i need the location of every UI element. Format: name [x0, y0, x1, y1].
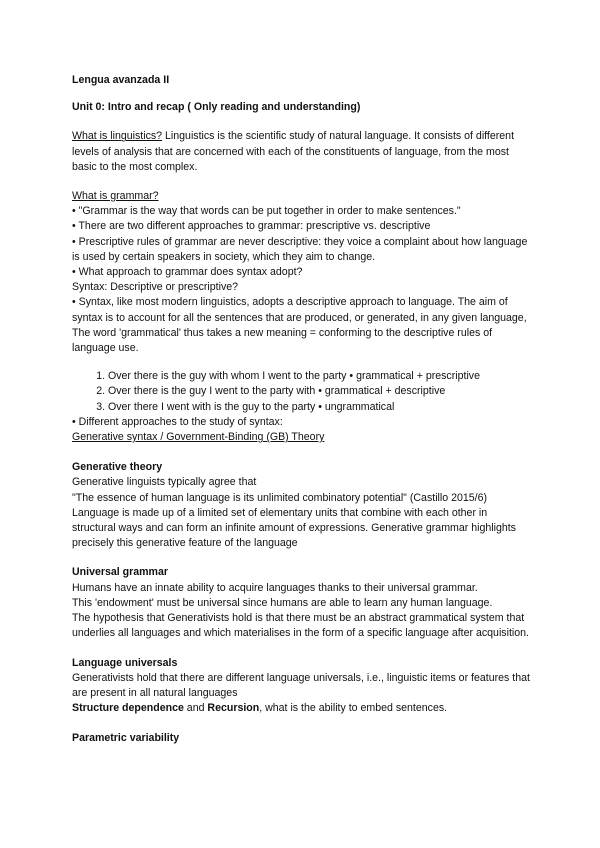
universal-grammar-line: The hypothesis that Generativists hold is that there must be an abstract grammatical system that underlies all languages and which materialises in the form of a specific language after acquisition.	[72, 612, 529, 640]
generative-theory-line: "The essence of human language is its unlimited combinatory potential" (Castillo 2015/6)	[72, 491, 488, 504]
universal-grammar-line: This 'endowment' must be universal since humans are able to learn any human language.	[72, 596, 493, 609]
approaches-line: • Different approaches to the study of syntax:	[72, 415, 283, 428]
generative-theory-section	[72, 460, 532, 551]
grammar-line: • Syntax, like most modern linguistics, adopts a descriptive approach to language. The aim of syntax is to account for all the sentences that are produced, or generated, in any given language,	[72, 296, 527, 324]
generative-theory-line: Language is made up of a limited set of elementary units that combine with each other in structural ways and can form an infinite amount of expressions. Generative grammar highlights precisely this generative feature of the language	[72, 506, 516, 550]
approaches-link: Generative syntax / Government-Binding (GB) Theory	[72, 431, 325, 444]
example-item: 1. Over there is the guy with whom I went to the party • grammatical + prescriptive	[108, 369, 532, 384]
language-universals-heading: Language universals	[72, 656, 178, 669]
grammar-line: • "Grammar is the way that words can be put together in order to make sentences."	[72, 205, 461, 218]
parametric-heading: Parametric variability	[72, 732, 180, 745]
grammar-heading: What is grammar?	[72, 190, 159, 203]
universal-grammar-heading: Universal grammar	[72, 566, 168, 579]
grammar-line: Syntax: Descriptive or prescriptive?	[72, 281, 239, 294]
example-item: 3. Over there I went with is the guy to the party • ungrammatical	[108, 400, 532, 415]
linguistics-paragraph	[72, 129, 532, 175]
example-list	[72, 369, 532, 415]
document-page	[72, 73, 532, 747]
generative-theory-heading: Generative theory	[72, 461, 163, 474]
generative-theory-line: Generative linguists typically agree that	[72, 476, 257, 489]
grammar-line: • What approach to grammar does syntax adopt?	[72, 266, 303, 279]
grammar-line: • There are two different approaches to grammar: prescriptive vs. descriptive	[72, 220, 431, 233]
recursion-description: , what is the ability to embed sentences.	[259, 702, 448, 715]
linguistics-heading: What is linguistics?	[72, 130, 163, 143]
grammar-line: The word 'grammatical' thus takes a new meaning = conforming to the descriptive rules of language use.	[72, 326, 493, 355]
example-item: 2. Over there is the guy I went to the party with • grammatical + descriptive	[108, 384, 532, 399]
universal-grammar-line: Humans have an innate ability to acquire languages thanks to their universal grammar.	[72, 581, 478, 594]
structure-dependence-term: Structure dependence	[72, 702, 184, 715]
language-universals-text: Generativists hold that there are different language universals, i.e., linguistic items or features that are present in all natural languages	[72, 671, 530, 699]
unit-title: Unit 0: Intro and recap ( Only reading and understanding)	[72, 101, 361, 114]
language-universals-examples	[72, 701, 532, 716]
recursion-term: Recursion	[207, 702, 260, 715]
language-universals-section	[72, 656, 532, 717]
grammar-line: • Prescriptive rules of grammar are never descriptive: they voice a complaint about how language is used by certain speakers in society, which they aim to change.	[72, 235, 528, 263]
linguistics-text: Linguistics is the scientific study of natural language. It consists of different levels of analysis that are concerned with each of the constituents of language, from the most basic to the most complex.	[72, 130, 515, 173]
document-title: Lengua avanzada II	[72, 74, 170, 86]
grammar-section	[72, 189, 532, 445]
parametric-section	[72, 731, 532, 746]
universal-grammar-section	[72, 565, 532, 641]
connector-text: and	[183, 702, 208, 715]
